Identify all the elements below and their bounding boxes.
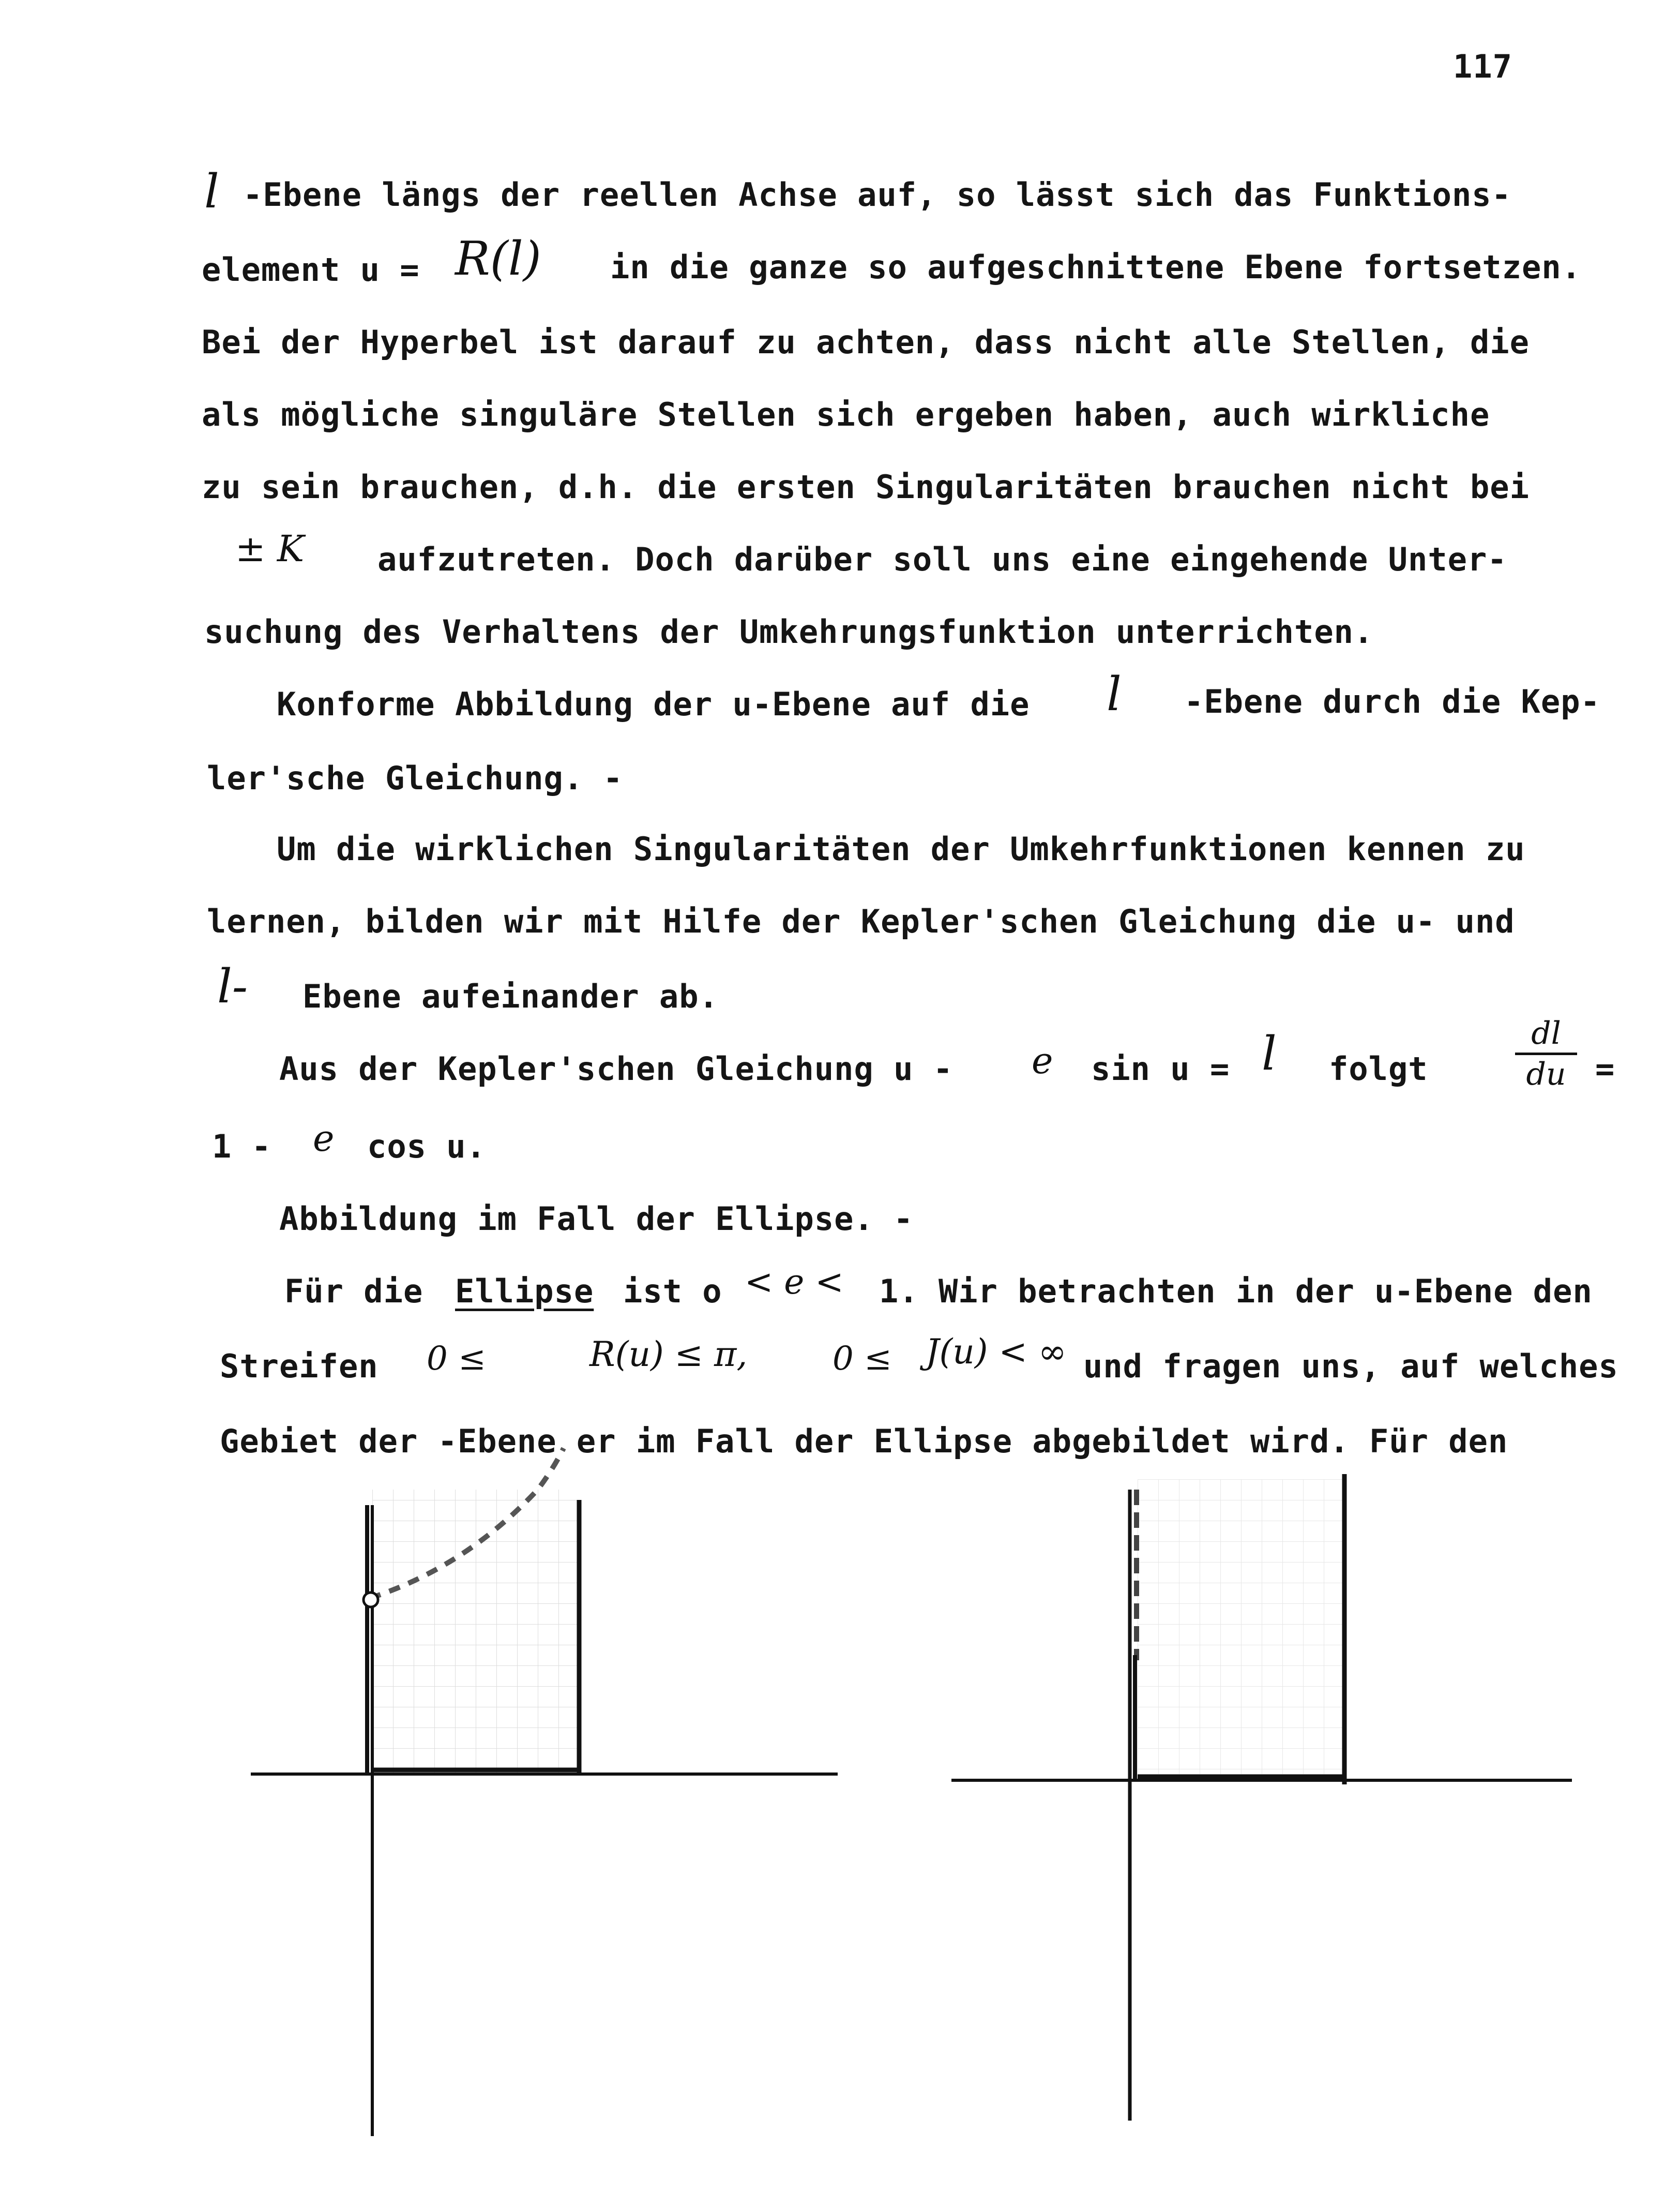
- figure-right-l-plane: [951, 1474, 1572, 2121]
- handwritten-plus-minus-K: ± K: [235, 528, 305, 570]
- text-line-14b: cos u.: [367, 1128, 486, 1165]
- text-line-13c: folgt: [1329, 1050, 1428, 1088]
- handwritten-l-symbol-2: l: [1107, 667, 1122, 722]
- text-line-4: als mögliche singuläre Stellen sich ergeben haben, auch wirkliche: [202, 396, 1490, 433]
- text-line-9: ler'sche Gleichung. -: [207, 759, 623, 797]
- handwritten-e-symbol: e: [1032, 1040, 1053, 1082]
- text-line-16-underlined: Ellipse: [455, 1272, 594, 1310]
- text-line-5: zu sein brauchen, d.h. die ersten Singularitäten brauchen nicht bei: [202, 468, 1530, 506]
- text-line-12: Ebene aufeinander ab.: [302, 978, 719, 1015]
- text-line-18: Gebiet der -Ebene er im Fall der Ellipse abgebildet wird. Für den: [220, 1422, 1508, 1460]
- text-line-13a: Aus der Kepler'schen Gleichung u -: [279, 1050, 953, 1088]
- text-line-16a: Für die: [284, 1272, 423, 1310]
- grid-shading-right: [1138, 1479, 1344, 1774]
- handwritten-l-dash: l-: [217, 959, 248, 1014]
- text-line-13b: sin u =: [1091, 1050, 1230, 1088]
- handwritten-zero-leq-2: 0 ≤: [833, 1340, 892, 1378]
- text-line-14a: 1 -: [212, 1128, 271, 1165]
- text-line-15: Abbildung im Fall der Ellipse. -: [279, 1200, 914, 1238]
- text-line-16b: ist o: [623, 1272, 722, 1310]
- text-line-8b: -Ebene durch die Kep-: [1184, 683, 1600, 720]
- text-line-2a: element u =: [202, 251, 420, 289]
- handwritten-l-symbol: l: [204, 164, 219, 219]
- text-line-10: Um die wirklichen Singularitäten der Umkehrfunktionen kennen zu: [277, 830, 1525, 868]
- handwritten-inequality: < e <: [745, 1262, 844, 1302]
- handwritten-real-part-bound: R(u) ≤ π,: [589, 1334, 748, 1374]
- text-line-6: aufzutreten. Doch darüber soll uns eine eingehende Unter-: [377, 540, 1507, 578]
- fraction-denominator: du: [1526, 1056, 1566, 1092]
- curve-start-point: [364, 1593, 378, 1607]
- handwritten-R-of-l: R(l): [455, 232, 541, 286]
- text-line-16c: 1. Wir betrachten in der u-Ebene den: [879, 1272, 1593, 1310]
- handwritten-zero-leq-1: 0 ≤: [427, 1340, 486, 1378]
- text-line-11: lernen, bilden wir mit Hilfe der Kepler'schen Gleichung die u- und: [207, 903, 1515, 940]
- fraction-bar: [1515, 1053, 1577, 1055]
- fraction-numerator: dl: [1531, 1015, 1561, 1052]
- handwritten-e-symbol-2: e: [313, 1117, 335, 1160]
- figures-area: [0, 1396, 1680, 2193]
- text-line-17b: und fragen uns, auf welches: [1083, 1347, 1618, 1385]
- text-line-3: Bei der Hyperbel ist darauf zu achten, dass nicht alle Stellen, die: [202, 323, 1530, 361]
- text-line-2b: in die ganze so aufgeschnittene Ebene fortsetzen.: [610, 248, 1582, 286]
- handwritten-fraction-dl-du: [1515, 1016, 1577, 1091]
- text-line-13-equals: =: [1595, 1050, 1615, 1088]
- text-line-7: suchung des Verhaltens der Umkehrungsfunktion unterrichten.: [204, 613, 1374, 651]
- grid-shading-left: [372, 1490, 579, 1774]
- text-line-17a: Streifen: [220, 1347, 379, 1385]
- handwritten-l-symbol-3: l: [1262, 1027, 1277, 1081]
- text-line-1: -Ebene längs der reellen Achse auf, so lässt sich das Funktions-: [243, 176, 1511, 214]
- figure-left-u-plane: [251, 1448, 838, 2136]
- text-line-8a: Konforme Abbildung der u-Ebene auf die: [277, 685, 1030, 723]
- handwritten-imag-part-bound: J(u) < ∞: [926, 1332, 1067, 1372]
- page-number: 117: [1453, 48, 1512, 85]
